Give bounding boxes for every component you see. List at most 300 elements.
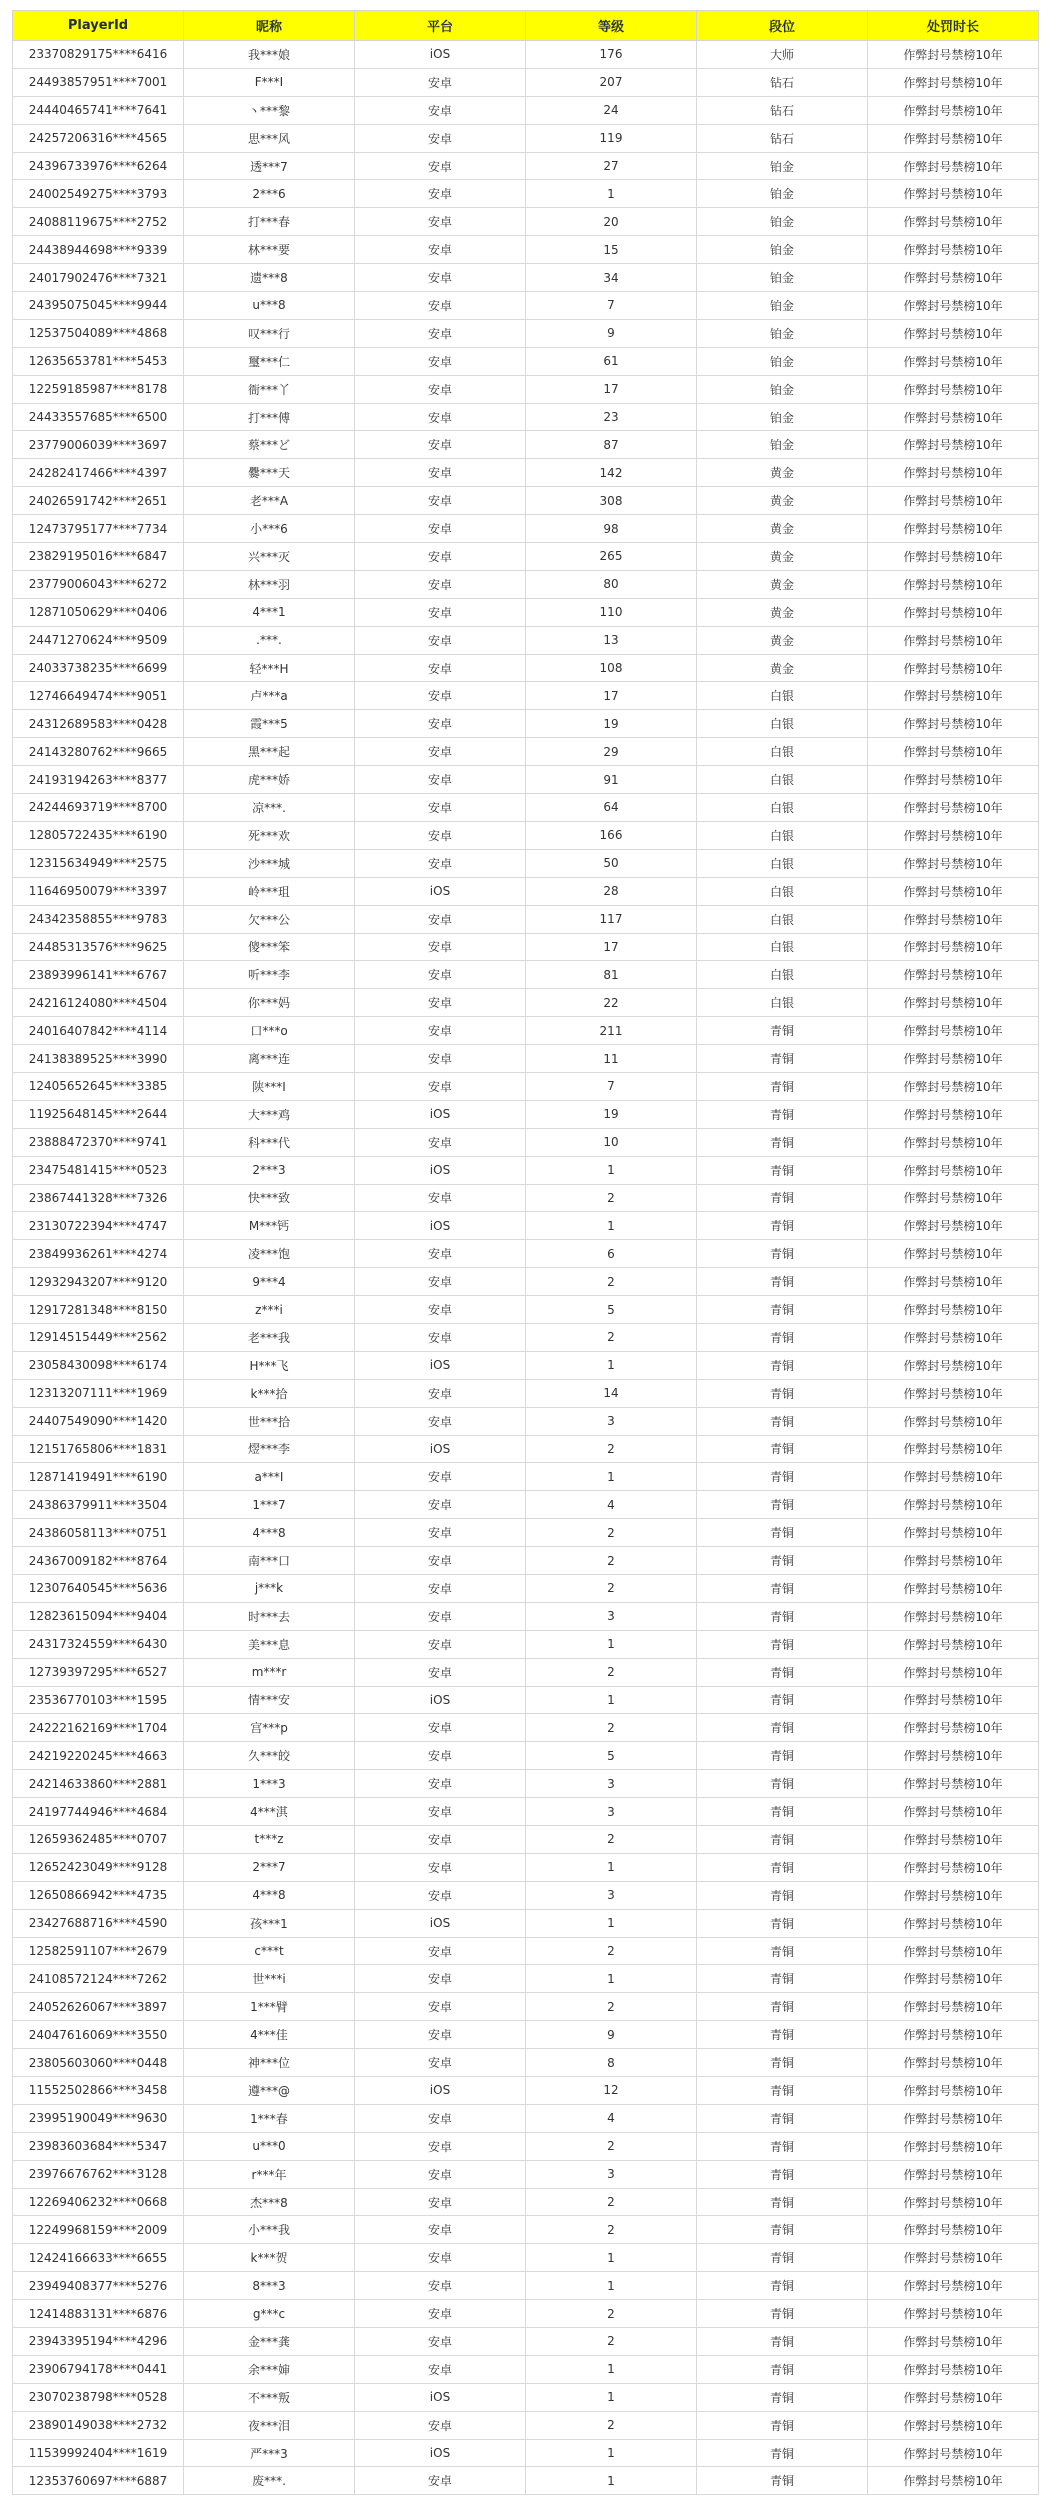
- cell-rank: 青铜: [697, 1547, 868, 1575]
- cell-penalty: 作弊封号禁榜10年: [868, 877, 1039, 905]
- cell-player-id: 24052626067****3897: [13, 1993, 184, 2021]
- table-row: [13, 459, 1039, 487]
- header-nickname: 昵称: [184, 11, 355, 41]
- cell-penalty: 作弊封号禁榜10年: [868, 2467, 1039, 2495]
- cell-penalty: 作弊封号禁榜10年: [868, 2411, 1039, 2439]
- cell-nickname: 璽***仁: [184, 347, 355, 375]
- table-row: [13, 1045, 1039, 1073]
- cell-rank: 青铜: [697, 1491, 868, 1519]
- cell-penalty: 作弊封号禁榜10年: [868, 961, 1039, 989]
- cell-player-id: 23893996141****6767: [13, 961, 184, 989]
- cell-platform: iOS: [355, 877, 526, 905]
- cell-platform: 安卓: [355, 2300, 526, 2328]
- table-row: [13, 1017, 1039, 1045]
- cell-player-id: 23829195016****6847: [13, 543, 184, 571]
- cell-nickname: 夜***泪: [184, 2411, 355, 2439]
- cell-platform: iOS: [355, 1351, 526, 1379]
- cell-penalty: 作弊封号禁榜10年: [868, 543, 1039, 571]
- table-row: [13, 905, 1039, 933]
- cell-level: 1: [526, 2439, 697, 2467]
- cell-platform: 安卓: [355, 1770, 526, 1798]
- table-row: [13, 2216, 1039, 2244]
- cell-nickname: 1***臂: [184, 1993, 355, 2021]
- cell-platform: 安卓: [355, 794, 526, 822]
- cell-level: 265: [526, 543, 697, 571]
- cell-rank: 青铜: [697, 2411, 868, 2439]
- cell-platform: iOS: [355, 41, 526, 69]
- table-row: [13, 1491, 1039, 1519]
- cell-nickname: 傻***笨: [184, 933, 355, 961]
- cell-level: 20: [526, 208, 697, 236]
- table-row: [13, 1519, 1039, 1547]
- cell-level: 166: [526, 821, 697, 849]
- cell-penalty: 作弊封号禁榜10年: [868, 1100, 1039, 1128]
- cell-platform: 安卓: [355, 766, 526, 794]
- cell-rank: 青铜: [697, 1463, 868, 1491]
- header-rank: 段位: [697, 11, 868, 41]
- table-row: [13, 1798, 1039, 1826]
- cell-player-id: 24026591742****2651: [13, 487, 184, 515]
- cell-level: 1: [526, 1909, 697, 1937]
- cell-platform: 安卓: [355, 375, 526, 403]
- table-row: [13, 1351, 1039, 1379]
- cell-penalty: 作弊封号禁榜10年: [868, 1714, 1039, 1742]
- cell-penalty: 作弊封号禁榜10年: [868, 1045, 1039, 1073]
- cell-nickname: 凌***饱: [184, 1240, 355, 1268]
- table-row: [13, 2188, 1039, 2216]
- cell-level: 11: [526, 1045, 697, 1073]
- cell-player-id: 12353760697****6887: [13, 2467, 184, 2495]
- cell-platform: 安卓: [355, 180, 526, 208]
- cell-nickname: 4***1: [184, 598, 355, 626]
- cell-platform: 安卓: [355, 1714, 526, 1742]
- cell-rank: 青铜: [697, 2077, 868, 2105]
- cell-rank: 白银: [697, 794, 868, 822]
- cell-rank: 青铜: [697, 2104, 868, 2132]
- cell-level: 34: [526, 264, 697, 292]
- cell-platform: 安卓: [355, 1296, 526, 1324]
- cell-player-id: 12151765806****1831: [13, 1435, 184, 1463]
- cell-rank: 青铜: [697, 2328, 868, 2356]
- cell-level: 80: [526, 570, 697, 598]
- cell-nickname: 叹***行: [184, 319, 355, 347]
- cell-level: 142: [526, 459, 697, 487]
- cell-level: 2: [526, 2132, 697, 2160]
- cell-penalty: 作弊封号禁榜10年: [868, 403, 1039, 431]
- cell-nickname: 卢***a: [184, 682, 355, 710]
- cell-penalty: 作弊封号禁榜10年: [868, 1937, 1039, 1965]
- table-row: [13, 849, 1039, 877]
- cell-platform: 安卓: [355, 2355, 526, 2383]
- cell-level: 23: [526, 403, 697, 431]
- table-row: [13, 1993, 1039, 2021]
- table-row: [13, 2383, 1039, 2411]
- cell-penalty: 作弊封号禁榜10年: [868, 264, 1039, 292]
- table-row: [13, 319, 1039, 347]
- table-row: [13, 2132, 1039, 2160]
- cell-platform: 安卓: [355, 292, 526, 320]
- table-row: [13, 989, 1039, 1017]
- cell-nickname: 听***李: [184, 961, 355, 989]
- cell-penalty: 作弊封号禁榜10年: [868, 319, 1039, 347]
- cell-nickname: m***r: [184, 1658, 355, 1686]
- cell-penalty: 作弊封号禁榜10年: [868, 1407, 1039, 1435]
- cell-penalty: 作弊封号禁榜10年: [868, 1965, 1039, 1993]
- cell-level: 1: [526, 1965, 697, 1993]
- cell-player-id: 12405652645****3385: [13, 1072, 184, 1100]
- table-row: [13, 1909, 1039, 1937]
- table-row: [13, 570, 1039, 598]
- cell-player-id: 24222162169****1704: [13, 1714, 184, 1742]
- cell-nickname: 1***7: [184, 1491, 355, 1519]
- cell-level: 308: [526, 487, 697, 515]
- table-row: [13, 1547, 1039, 1575]
- table-row: [13, 1853, 1039, 1881]
- cell-nickname: 死***欢: [184, 821, 355, 849]
- cell-level: 2: [526, 2300, 697, 2328]
- cell-penalty: 作弊封号禁榜10年: [868, 821, 1039, 849]
- ban-list-table-container: [12, 10, 1038, 2495]
- cell-nickname: 林***羽: [184, 570, 355, 598]
- cell-rank: 铂金: [697, 152, 868, 180]
- cell-platform: 安卓: [355, 2188, 526, 2216]
- cell-rank: 青铜: [697, 1379, 868, 1407]
- cell-player-id: 24033738235****6699: [13, 654, 184, 682]
- cell-platform: 安卓: [355, 319, 526, 347]
- cell-player-id: 23779006039****3697: [13, 431, 184, 459]
- cell-penalty: 作弊封号禁榜10年: [868, 989, 1039, 1017]
- cell-platform: iOS: [355, 1435, 526, 1463]
- table-row: [13, 41, 1039, 69]
- table-row: [13, 961, 1039, 989]
- cell-penalty: 作弊封号禁榜10年: [868, 1017, 1039, 1045]
- cell-rank: 黄金: [697, 487, 868, 515]
- cell-level: 5: [526, 1296, 697, 1324]
- cell-platform: 安卓: [355, 1519, 526, 1547]
- cell-level: 1: [526, 1853, 697, 1881]
- cell-platform: 安卓: [355, 710, 526, 738]
- cell-level: 24: [526, 96, 697, 124]
- cell-level: 1: [526, 1686, 697, 1714]
- cell-player-id: 24143280762****9665: [13, 738, 184, 766]
- cell-rank: 青铜: [697, 1072, 868, 1100]
- cell-rank: 青铜: [697, 1212, 868, 1240]
- cell-platform: 安卓: [355, 264, 526, 292]
- cell-nickname: 兴***灭: [184, 543, 355, 571]
- cell-penalty: 作弊封号禁榜10年: [868, 2188, 1039, 2216]
- table-row: [13, 208, 1039, 236]
- cell-level: 15: [526, 236, 697, 264]
- table-row: [13, 1268, 1039, 1296]
- cell-penalty: 作弊封号禁榜10年: [868, 431, 1039, 459]
- cell-nickname: M***钙: [184, 1212, 355, 1240]
- cell-player-id: 12473795177****7734: [13, 515, 184, 543]
- table-row: [13, 710, 1039, 738]
- cell-penalty: 作弊封号禁榜10年: [868, 626, 1039, 654]
- cell-nickname: 世***拾: [184, 1407, 355, 1435]
- cell-nickname: 4***8: [184, 1881, 355, 1909]
- cell-platform: 安卓: [355, 1128, 526, 1156]
- cell-platform: 安卓: [355, 431, 526, 459]
- cell-player-id: 24433557685****6500: [13, 403, 184, 431]
- cell-level: 108: [526, 654, 697, 682]
- cell-player-id: 24016407842****4114: [13, 1017, 184, 1045]
- cell-rank: 铂金: [697, 292, 868, 320]
- cell-nickname: 遵***@: [184, 2077, 355, 2105]
- cell-rank: 青铜: [697, 2383, 868, 2411]
- table-row: [13, 2328, 1039, 2356]
- cell-level: 207: [526, 68, 697, 96]
- cell-level: 2: [526, 1937, 697, 1965]
- cell-nickname: t***z: [184, 1826, 355, 1854]
- cell-platform: iOS: [355, 1100, 526, 1128]
- cell-nickname: 宫***p: [184, 1714, 355, 1742]
- cell-player-id: 24395075045****9944: [13, 292, 184, 320]
- cell-player-id: 24312689583****0428: [13, 710, 184, 738]
- cell-nickname: 沙***城: [184, 849, 355, 877]
- table-row: [13, 2244, 1039, 2272]
- cell-platform: 安卓: [355, 543, 526, 571]
- cell-rank: 铂金: [697, 347, 868, 375]
- cell-player-id: 24493857951****7001: [13, 68, 184, 96]
- cell-level: 117: [526, 905, 697, 933]
- cell-penalty: 作弊封号禁榜10年: [868, 1630, 1039, 1658]
- cell-level: 98: [526, 515, 697, 543]
- cell-level: 8: [526, 2049, 697, 2077]
- cell-penalty: 作弊封号禁榜10年: [868, 68, 1039, 96]
- cell-level: 110: [526, 598, 697, 626]
- table-row: [13, 626, 1039, 654]
- cell-player-id: 23867441328****7326: [13, 1184, 184, 1212]
- cell-penalty: 作弊封号禁榜10年: [868, 1435, 1039, 1463]
- cell-platform: 安卓: [355, 152, 526, 180]
- table-row: [13, 2467, 1039, 2495]
- table-row: [13, 1826, 1039, 1854]
- cell-platform: 安卓: [355, 821, 526, 849]
- cell-penalty: 作弊封号禁榜10年: [868, 2104, 1039, 2132]
- cell-level: 2: [526, 1184, 697, 1212]
- cell-level: 1: [526, 2383, 697, 2411]
- cell-platform: 安卓: [355, 654, 526, 682]
- cell-player-id: 12871419491****6190: [13, 1463, 184, 1491]
- cell-player-id: 12659362485****0707: [13, 1826, 184, 1854]
- table-row: [13, 292, 1039, 320]
- cell-platform: 安卓: [355, 2049, 526, 2077]
- cell-nickname: 凉***.: [184, 794, 355, 822]
- cell-player-id: 23890149038****2732: [13, 2411, 184, 2439]
- table-row: [13, 264, 1039, 292]
- cell-platform: 安卓: [355, 738, 526, 766]
- cell-rank: 白银: [697, 905, 868, 933]
- cell-penalty: 作弊封号禁榜10年: [868, 1574, 1039, 1602]
- cell-nickname: 1***春: [184, 2104, 355, 2132]
- table-row: [13, 515, 1039, 543]
- cell-level: 3: [526, 1798, 697, 1826]
- cell-rank: 钻石: [697, 124, 868, 152]
- cell-level: 3: [526, 2160, 697, 2188]
- cell-nickname: 2***6: [184, 180, 355, 208]
- cell-player-id: 24244693719****8700: [13, 794, 184, 822]
- table-row: [13, 1714, 1039, 1742]
- cell-platform: 安卓: [355, 1658, 526, 1686]
- cell-nickname: 欠***公: [184, 905, 355, 933]
- cell-player-id: 12746649474****9051: [13, 682, 184, 710]
- cell-penalty: 作弊封号禁榜10年: [868, 1826, 1039, 1854]
- cell-rank: 白银: [697, 877, 868, 905]
- cell-player-id: 12269406232****0668: [13, 2188, 184, 2216]
- cell-platform: 安卓: [355, 2328, 526, 2356]
- cell-player-id: 24282417466****4397: [13, 459, 184, 487]
- cell-rank: 铂金: [697, 208, 868, 236]
- cell-rank: 青铜: [697, 2300, 868, 2328]
- cell-penalty: 作弊封号禁榜10年: [868, 1909, 1039, 1937]
- cell-rank: 青铜: [697, 1658, 868, 1686]
- cell-rank: 青铜: [697, 1323, 868, 1351]
- cell-nickname: 1***3: [184, 1770, 355, 1798]
- table-row: [13, 1686, 1039, 1714]
- table-row: [13, 487, 1039, 515]
- cell-penalty: 作弊封号禁榜10年: [868, 2077, 1039, 2105]
- cell-penalty: 作弊封号禁榜10年: [868, 2021, 1039, 2049]
- cell-rank: 青铜: [697, 2049, 868, 2077]
- cell-level: 27: [526, 152, 697, 180]
- cell-player-id: 23906794178****0441: [13, 2355, 184, 2383]
- table-row: [13, 2300, 1039, 2328]
- cell-nickname: g***c: [184, 2300, 355, 2328]
- table-row: [13, 738, 1039, 766]
- cell-rank: 青铜: [697, 1128, 868, 1156]
- cell-player-id: 11646950079****3397: [13, 877, 184, 905]
- cell-platform: 安卓: [355, 208, 526, 236]
- cell-platform: 安卓: [355, 1826, 526, 1854]
- cell-level: 2: [526, 1993, 697, 2021]
- cell-nickname: 时***去: [184, 1602, 355, 1630]
- cell-nickname: 孩***1: [184, 1909, 355, 1937]
- table-row: [13, 1296, 1039, 1324]
- cell-rank: 青铜: [697, 1519, 868, 1547]
- table-row: [13, 1407, 1039, 1435]
- cell-platform: iOS: [355, 1212, 526, 1240]
- cell-penalty: 作弊封号禁榜10年: [868, 933, 1039, 961]
- cell-rank: 青铜: [697, 1407, 868, 1435]
- table-row: [13, 1072, 1039, 1100]
- cell-penalty: 作弊封号禁榜10年: [868, 1072, 1039, 1100]
- cell-level: 3: [526, 1602, 697, 1630]
- cell-player-id: 23070238798****0528: [13, 2383, 184, 2411]
- cell-rank: 白银: [697, 989, 868, 1017]
- cell-rank: 青铜: [697, 1184, 868, 1212]
- cell-platform: 安卓: [355, 961, 526, 989]
- cell-rank: 黄金: [697, 543, 868, 571]
- cell-level: 9: [526, 319, 697, 347]
- cell-level: 5: [526, 1742, 697, 1770]
- cell-penalty: 作弊封号禁榜10年: [868, 124, 1039, 152]
- cell-penalty: 作弊封号禁榜10年: [868, 2383, 1039, 2411]
- cell-penalty: 作弊封号禁榜10年: [868, 2328, 1039, 2356]
- cell-platform: 安卓: [355, 1602, 526, 1630]
- cell-penalty: 作弊封号禁榜10年: [868, 2049, 1039, 2077]
- cell-player-id: 24138389525****3990: [13, 1045, 184, 1073]
- table-row: [13, 766, 1039, 794]
- cell-nickname: 岭***珇: [184, 877, 355, 905]
- cell-penalty: 作弊封号禁榜10年: [868, 1798, 1039, 1826]
- table-row: [13, 1937, 1039, 1965]
- cell-nickname: 爨***天: [184, 459, 355, 487]
- cell-rank: 青铜: [697, 1630, 868, 1658]
- cell-platform: 安卓: [355, 905, 526, 933]
- cell-nickname: 透***7: [184, 152, 355, 180]
- cell-player-id: 24342358855****9783: [13, 905, 184, 933]
- cell-level: 1: [526, 1212, 697, 1240]
- cell-platform: 安卓: [355, 598, 526, 626]
- cell-nickname: F***I: [184, 68, 355, 96]
- cell-nickname: 衙***丫: [184, 375, 355, 403]
- cell-nickname: H***飞: [184, 1351, 355, 1379]
- cell-rank: 青铜: [697, 2244, 868, 2272]
- cell-rank: 青铜: [697, 1100, 868, 1128]
- cell-penalty: 作弊封号禁榜10年: [868, 1993, 1039, 2021]
- cell-penalty: 作弊封号禁榜10年: [868, 2216, 1039, 2244]
- cell-nickname: 丶***黎: [184, 96, 355, 124]
- cell-player-id: 24214633860****2881: [13, 1770, 184, 1798]
- cell-penalty: 作弊封号禁榜10年: [868, 710, 1039, 738]
- cell-penalty: 作弊封号禁榜10年: [868, 208, 1039, 236]
- cell-level: 2: [526, 1268, 697, 1296]
- cell-rank: 铂金: [697, 236, 868, 264]
- table-row: [13, 1965, 1039, 1993]
- cell-nickname: 美***息: [184, 1630, 355, 1658]
- cell-platform: 安卓: [355, 1937, 526, 1965]
- cell-level: 14: [526, 1379, 697, 1407]
- cell-platform: iOS: [355, 1156, 526, 1184]
- cell-platform: iOS: [355, 2439, 526, 2467]
- cell-player-id: 24317324559****6430: [13, 1630, 184, 1658]
- cell-nickname: 4***淇: [184, 1798, 355, 1826]
- cell-platform: iOS: [355, 2077, 526, 2105]
- cell-nickname: u***0: [184, 2132, 355, 2160]
- cell-level: 19: [526, 710, 697, 738]
- cell-rank: 青铜: [697, 2439, 868, 2467]
- cell-platform: 安卓: [355, 68, 526, 96]
- cell-platform: 安卓: [355, 2160, 526, 2188]
- cell-rank: 青铜: [697, 1714, 868, 1742]
- cell-platform: 安卓: [355, 347, 526, 375]
- cell-level: 1: [526, 2467, 697, 2495]
- cell-level: 2: [526, 2188, 697, 2216]
- cell-player-id: 24216124080****4504: [13, 989, 184, 1017]
- cell-nickname: 2***3: [184, 1156, 355, 1184]
- cell-rank: 青铜: [697, 2188, 868, 2216]
- cell-nickname: 熤***李: [184, 1435, 355, 1463]
- cell-rank: 青铜: [697, 2021, 868, 2049]
- cell-player-id: 24088119675****2752: [13, 208, 184, 236]
- cell-level: 22: [526, 989, 697, 1017]
- cell-rank: 青铜: [697, 1574, 868, 1602]
- cell-player-id: 12932943207****9120: [13, 1268, 184, 1296]
- cell-level: 19: [526, 1100, 697, 1128]
- cell-level: 119: [526, 124, 697, 152]
- cell-rank: 钻石: [697, 96, 868, 124]
- cell-rank: 青铜: [697, 1351, 868, 1379]
- cell-nickname: 打***傅: [184, 403, 355, 431]
- cell-level: 2: [526, 1826, 697, 1854]
- cell-nickname: 快***致: [184, 1184, 355, 1212]
- cell-nickname: 久***皎: [184, 1742, 355, 1770]
- cell-penalty: 作弊封号禁榜10年: [868, 682, 1039, 710]
- cell-platform: 安卓: [355, 2244, 526, 2272]
- cell-rank: 白银: [697, 766, 868, 794]
- cell-penalty: 作弊封号禁榜10年: [868, 2132, 1039, 2160]
